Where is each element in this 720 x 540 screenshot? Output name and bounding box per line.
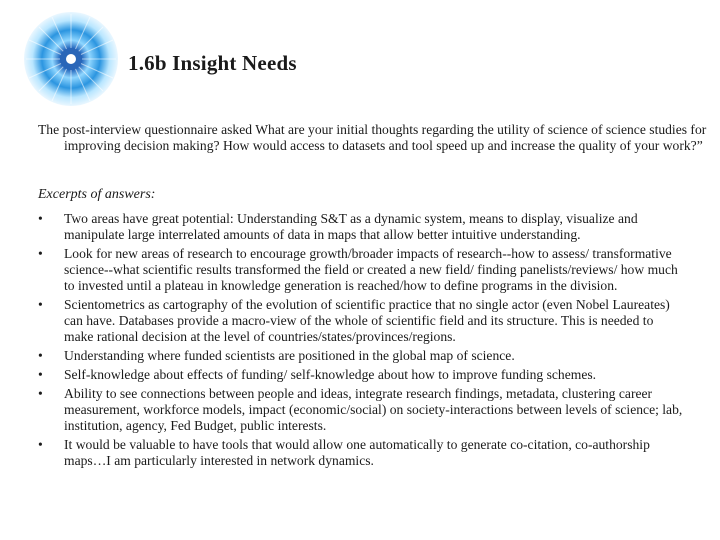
list-item-text: Scientometrics as cartography of the evolution of scientific practice that no single actor (even Nobel Laureates) can have. Databases provide a macro-view of the whole of scientific field and its structure. This is needed to make rational decision at the level of countries/states/provinces/regions.: [64, 297, 670, 344]
bullet-icon: •: [38, 348, 43, 363]
list-item: [38, 348, 684, 364]
list-item: [38, 211, 684, 243]
list-item-text: Self-knowledge about effects of funding/ self-knowledge about how to improve funding schemes.: [64, 367, 597, 382]
list-item-text: Understanding where funded scientists are positioned in the global map of science.: [64, 348, 515, 363]
iris-globe-icon: [22, 10, 120, 108]
intro-paragraph: The post-interview questionnaire asked What are your initial thoughts regarding the utility of science of science studies for improving decision making? How would access to datasets and tool speed up and increase the quality of your work?”: [38, 122, 707, 153]
list-item: [38, 386, 684, 434]
list-item-text: It would be valuable to have tools that would allow one automatically to generate co-citation, co-authorship maps…I am particularly interested in network dynamics.: [64, 437, 650, 468]
list-item-text: Look for new areas of research to encourage growth/broader impacts of research--how to assess/ transformative science--what scientific results transformed the field or created a new field/ finding panelists/reviews/ how much to invested until a plateau in knowledge generation is reached/how to define programs in the division.: [64, 246, 678, 293]
bullet-icon: •: [38, 211, 43, 226]
slide-title: 1.6b Insight Needs: [128, 51, 297, 75]
answer-list: [38, 211, 684, 472]
list-item-text: Two areas have great potential: Understanding S&T as a dynamic system, means to display, visualize and manipulate large interrelated amounts of data in maps that allow better intuitive understanding.: [64, 211, 638, 242]
list-item: [38, 246, 684, 294]
list-item: [38, 297, 684, 345]
list-item-text: Ability to see connections between people and ideas, integrate research findings, metadata, clustering career measurement, workforce models, impact (economic/social) on society-interactions between levels of science; lab, institution, agency, Fed Budget, public interests.: [64, 386, 683, 433]
bullet-icon: •: [38, 297, 43, 312]
bullet-icon: •: [38, 437, 43, 452]
list-item: [38, 367, 684, 383]
excerpts-heading: Excerpts of answers:: [38, 187, 156, 202]
bullet-icon: •: [38, 246, 43, 261]
bullet-icon: •: [38, 367, 43, 382]
list-item: [38, 437, 684, 469]
bullet-icon: •: [38, 386, 43, 401]
